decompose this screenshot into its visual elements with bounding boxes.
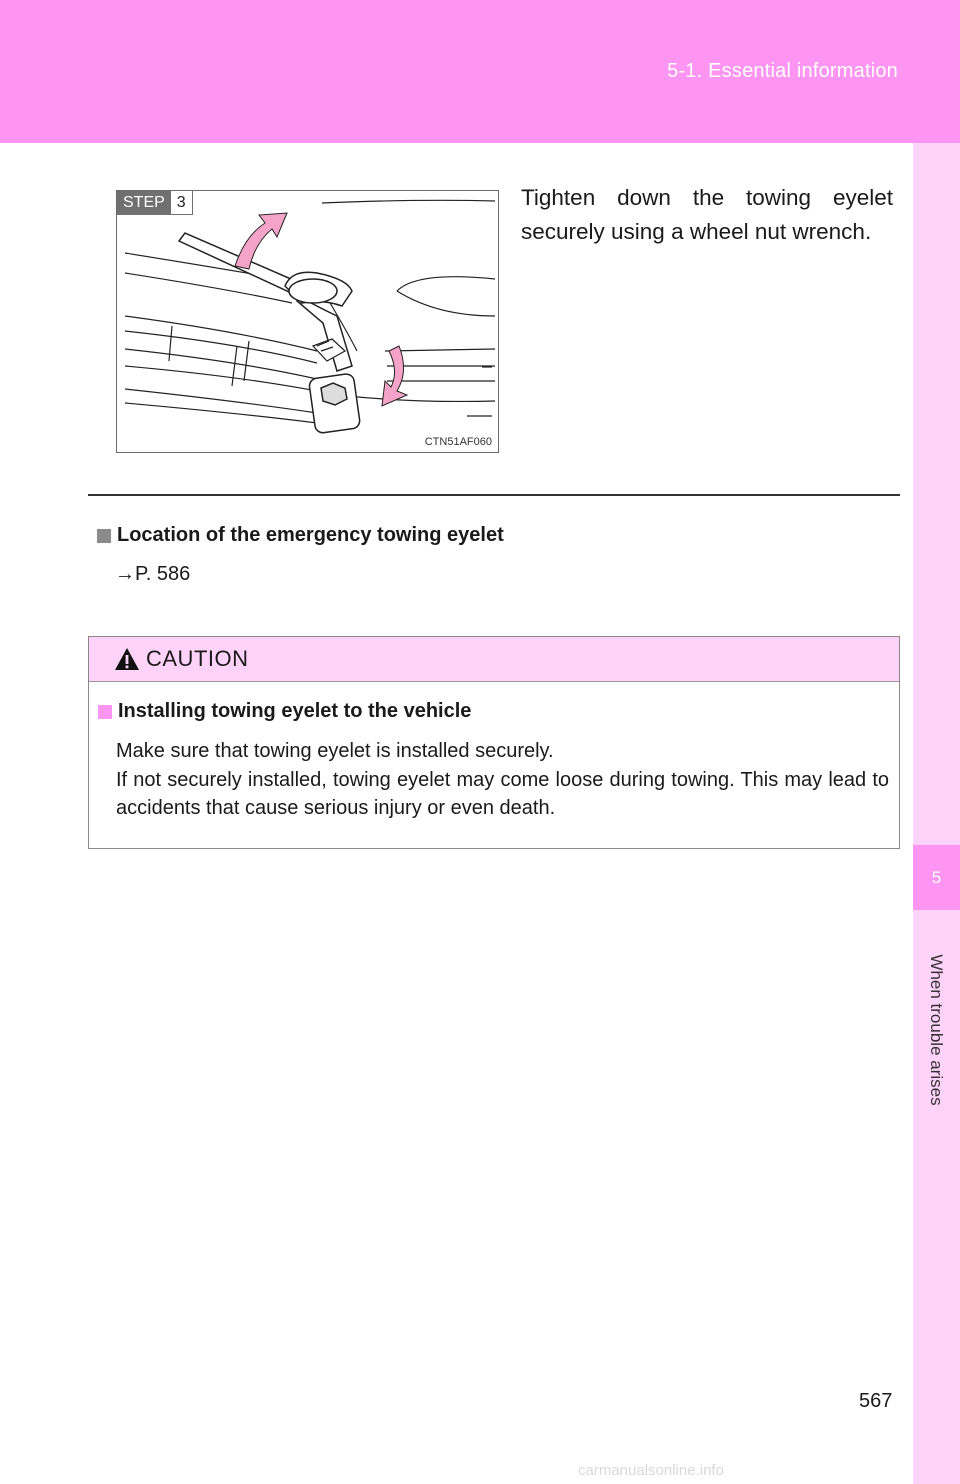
square-bullet-icon (97, 529, 111, 543)
figure-code: CTN51AF060 (424, 436, 492, 448)
caution-header (89, 637, 899, 682)
caution-subheading (98, 700, 471, 723)
step-badge (117, 191, 193, 215)
caution-subheading-text: Installing towing eyelet to the vehicle (118, 700, 472, 722)
page-number: 567 (859, 1390, 893, 1412)
page-header (0, 0, 960, 143)
chapter-sidebar (913, 143, 960, 1484)
section-breadcrumb: 5-1. Essential information (667, 60, 898, 82)
caution-line: If not securely installed, towing eyelet may come loose during towing. This may lead to accidents that cause serious injury or even death. (116, 768, 889, 819)
section-heading-text: Location of the emergency towing eyelet (117, 524, 504, 546)
page-reference-link[interactable]: →P. 586 (115, 563, 191, 585)
chapter-number-tab[interactable]: 5 (913, 845, 960, 910)
caution-line: Make sure that towing eyelet is installed securely. (116, 740, 554, 762)
caution-title: CAUTION (146, 646, 249, 671)
instruction-figure (116, 190, 499, 453)
section-divider (88, 494, 900, 496)
watermark: carmanualsonline.info (578, 1462, 724, 1479)
chapter-title: When trouble arises (927, 954, 946, 1106)
square-bullet-icon (98, 705, 112, 719)
caution-box (88, 636, 900, 849)
wrench-illustration (117, 191, 498, 452)
caution-body (116, 737, 889, 823)
step-number: 3 (171, 191, 193, 215)
step-instruction: Tighten down the towing eyelet securely using a wheel nut wrench. (521, 185, 893, 244)
step-label: STEP (117, 191, 171, 215)
section-heading (97, 524, 504, 547)
warning-triangle-icon (114, 647, 140, 671)
